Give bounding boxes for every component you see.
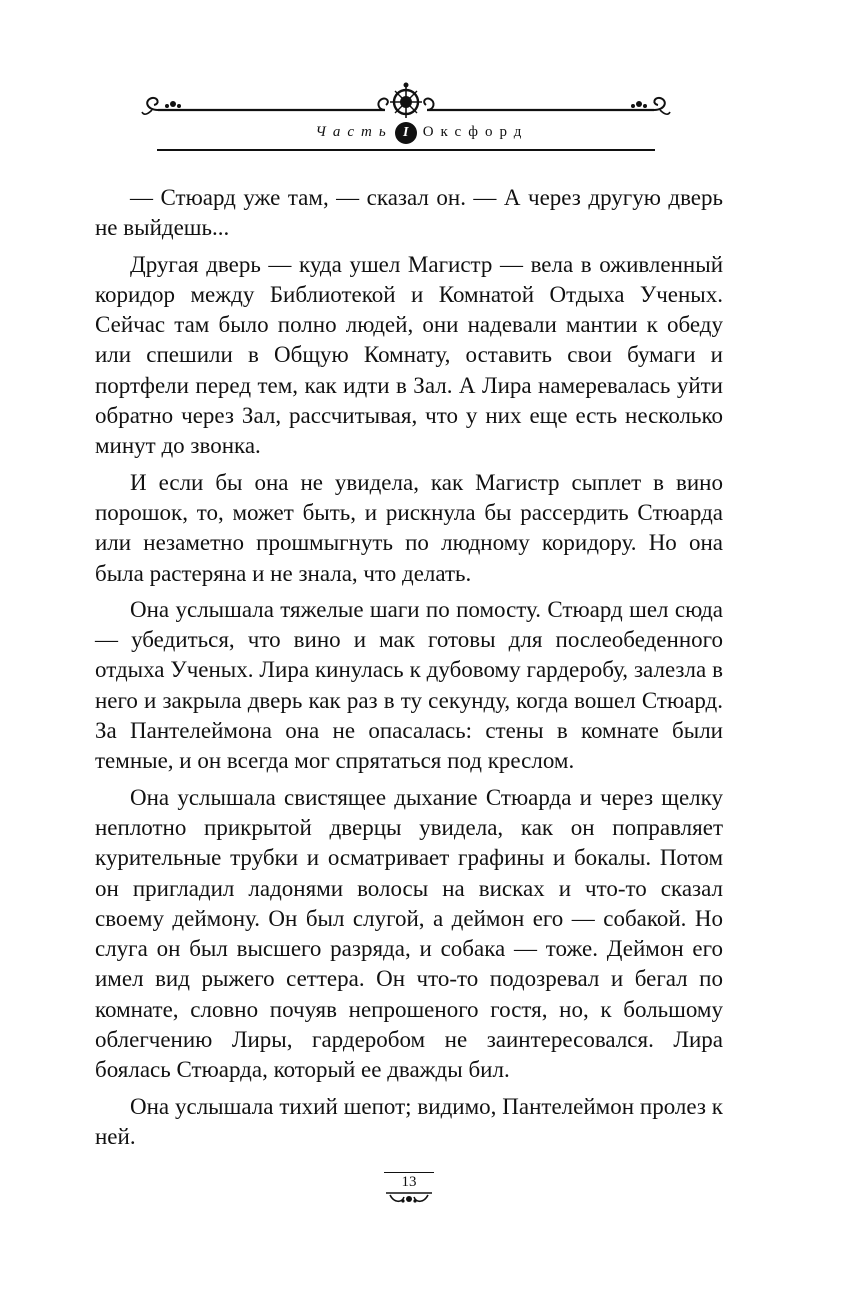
paragraph: Она услышала свистящее дыхание Стюарда и через щелку неплотно прикрытой дверцы увидела, как он поправляет курительные трубки и осматривает графины и бокалы. Потом он пригладил ладонями волосы на висках и что-то сказал своему деймону. Он был слугой, а деймон его — собакой. Но слуга он был высшего разряда, и собака — тоже. Деймон его имел вид рыжего сеттера. Он что-то подозревал и бегал по комнате, словно почуяв непрошеного гостя, но, к большому облегчению Лиры, гардеробом не заинтересовался. Лира боялась Стюарда, который ее дважды бил. [95, 784, 723, 1083]
part-label: Часть [315, 124, 393, 141]
paragraph: — Стюард уже там, — сказал он. — А через другую дверь не выйдешь... [95, 185, 723, 241]
scroll-ornament-icon [140, 82, 672, 122]
chapter-title: Оксфорд [422, 124, 529, 141]
running-head [0, 122, 844, 144]
paragraph: Она услышала тихий шепот; видимо, Пантелеймон пролез к ней. [95, 1093, 723, 1149]
paragraph: Другая дверь — куда ушел Магистр — вела в оживленный коридор между Библиотекой и Комнатой Отдыха Ученых. Сейчас там было полно людей, они надевали мантии к обеду или спешили в Общую Комнату, оставить свои бумаги и портфели перед тем, как идти в Зал. А Лира намеревалась уйти обратно через Зал, рассчитывая, что у них еще есть несколько минут до звонка. [95, 251, 723, 459]
paragraph: И если бы она не увидела, как Магистр сыплет в вино порошок, то, может быть, и рискнула бы рассердить Стюарда или незаметно прошмыгнуть по людному коридору. Но она была растеряна и не знала, что делать. [95, 469, 723, 586]
folio-rule [384, 1172, 434, 1173]
page-folio [384, 1172, 434, 1210]
body-text [95, 183, 723, 1158]
folio-ornament-icon [384, 1191, 434, 1205]
page-number: 13 [401, 1174, 417, 1190]
part-number-badge: I [395, 122, 417, 144]
header-rule [157, 149, 655, 151]
paragraph: Она услышала тяжелые шаги по помосту. Стюард шел сюда — убедиться, что вино и мак готовы для послеобеденного отдыха Ученых. Лира кинулась к дубовому гардеробу, залезла в него и закрыла дверь как раз в ту секунду, когда вошел Стюард. За Пантелеймона она не опасалась: стены в комнате были темные, и он всегда мог спрятаться под креслом. [95, 596, 723, 774]
